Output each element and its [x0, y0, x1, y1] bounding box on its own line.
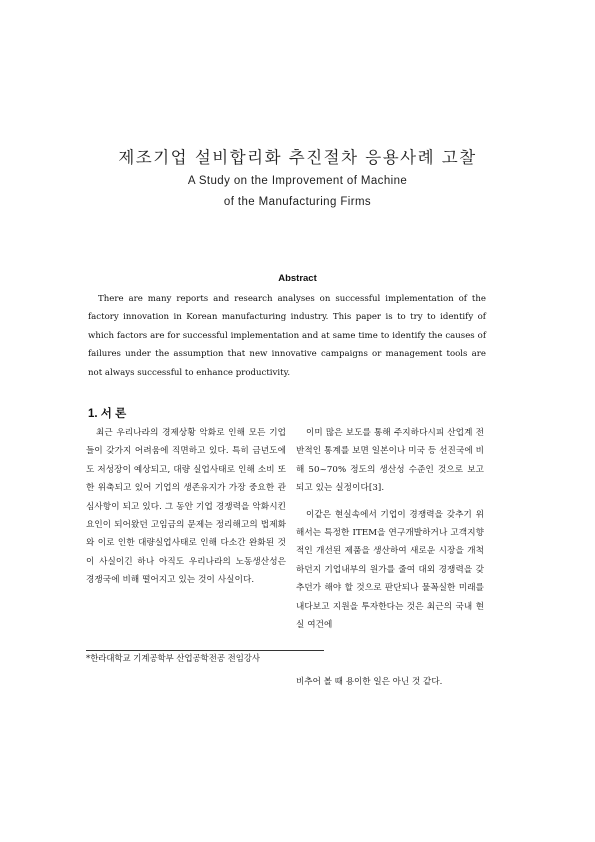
section-heading: 1. 서 론 — [88, 408, 127, 420]
left-column — [86, 424, 286, 590]
english-title-line-2: of the Manufacturing Firms — [223, 196, 372, 208]
right-paragraph-2: 이같은 현실속에서 기업이 경쟁력을 갖추기 위해서는 특정한 ITEM을 연구개발하거나 고객지향적인 개선된 제품을 생산하여 새로운 시장을 개척하던지 기업내부의 원가를 줄여 대외 경쟁력을 갖추던가 해야 할 것으로 판단되나 물꼭실한 미래를 내다보고 지원을 투자한다는 것은 최근의 국내 현실 여건에 — [296, 509, 484, 631]
footnote: *한라대학교 기계공학부 산업공학전공 전임강사 — [86, 653, 260, 663]
right-column — [296, 424, 484, 634]
right-column-continuation: 비추어 볼 때 용이한 일은 아닌 것 같다. — [296, 677, 443, 687]
right-paragraph-1: 이미 많은 보도를 통해 주지하다시피 산업계 전반적인 통계를 보면 일본이나 미국 등 선진국에 비해 50~70% 정도의 생산성 수준인 것으로 보고되고 있는 실정이다[3]. — [296, 428, 484, 494]
english-title-line-1: A Study on the Improvement of Machine — [187, 175, 408, 187]
korean-title: 제조기업 설비합리화 추진절차 응용사례 고찰 — [118, 148, 477, 167]
abstract-body: There are many reports and research analyses on successful implementation of the factory innovation in Korean manufacturing industry. This paper is to try to identify of which factors are for successful implementation and at same time to identify the causes of failures under the assumption that new innovative campaigns or management tools are not always successful to enhance productivity. — [88, 294, 486, 378]
abstract-heading: Abstract — [278, 273, 317, 284]
left-paragraph: 최근 우리나라의 경제상황 악화로 인해 모든 기업들이 갖가지 어려움에 직면하고 있다. 특히 금년도에도 저성장이 예상되고, 대량 실업사태로 인해 소비 또한 위축되고 있어 기업의 생존유지가 가장 중요한 관심사항이 되고 있다. 그 동안 기업 경쟁력을 악화시킨 요인이 되어왔던 고임금의 문제는 정리해고의 법제화와 이로 인한 대량실업사태로 인해 다소간 완화된 것이 사실이긴 하나 아직도 우리나라의 노동생산성은 경쟁국에 비해 떨어지고 있는 것이 사실이다. — [86, 428, 286, 586]
